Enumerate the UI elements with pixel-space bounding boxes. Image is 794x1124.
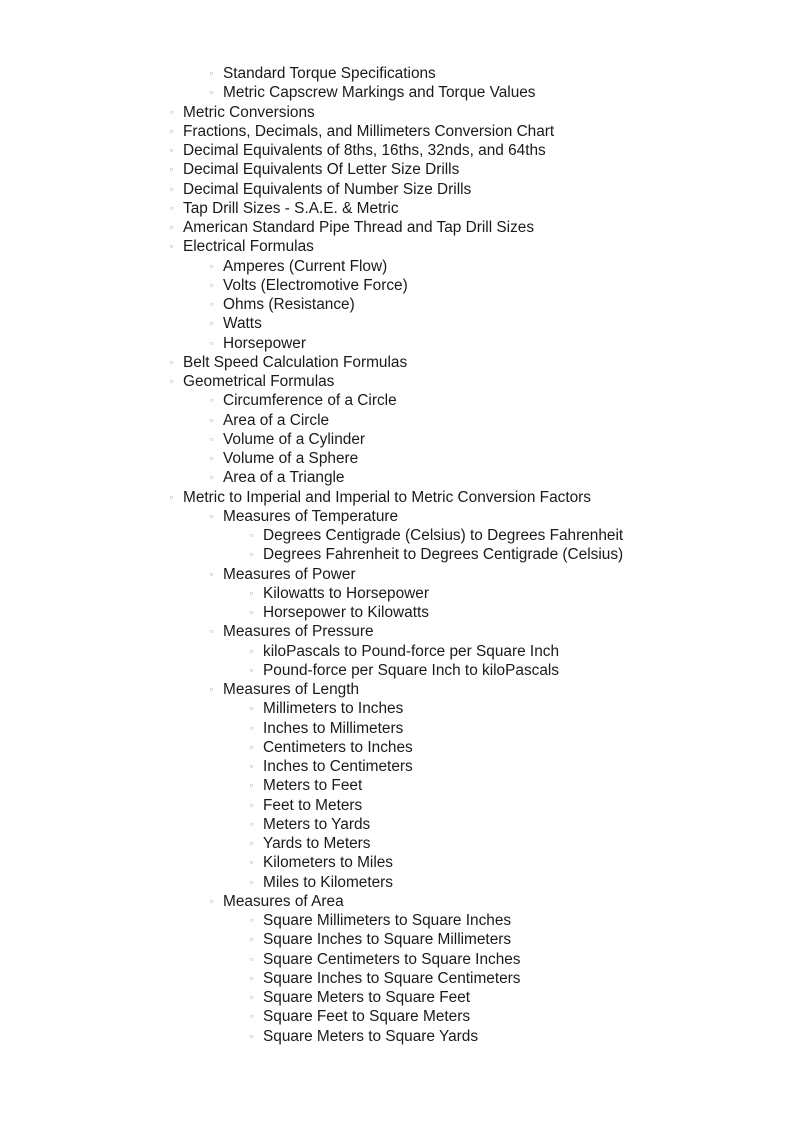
toc-entry-label[interactable]: Square Meters to Square Yards — [263, 1027, 479, 1045]
bullet-icon: ▫ — [210, 472, 214, 483]
toc-entry[interactable] — [0, 488, 794, 507]
toc-entry-label[interactable]: Measures of Temperature — [223, 507, 399, 525]
toc-entry[interactable] — [0, 950, 794, 969]
toc-entry-label[interactable]: Metric Conversions — [183, 103, 315, 121]
bullet-icon: ▫ — [250, 741, 254, 752]
bullet-icon: ▫ — [210, 568, 214, 579]
toc-entry-label[interactable]: Volume of a Cylinder — [223, 430, 366, 448]
bullet-icon: ▫ — [210, 895, 214, 906]
toc-entry-label[interactable]: Degrees Centigrade (Celsius) to Degrees Fahrenheit — [263, 527, 624, 544]
toc-entry-label[interactable]: Measures of Area — [223, 892, 344, 910]
toc-entry-label[interactable]: Standard Torque Specifications — [223, 65, 436, 82]
bullet-icon: ▫ — [170, 356, 174, 367]
toc-entry[interactable] — [0, 449, 794, 468]
toc-entry[interactable] — [0, 776, 794, 795]
toc-entry-label[interactable]: Inches to Millimeters — [263, 719, 404, 737]
bullet-icon: ▫ — [210, 337, 214, 348]
toc-entry-label[interactable]: Square Feet to Square Meters — [263, 1008, 471, 1026]
toc-entry-label[interactable]: Meters to Feet — [263, 777, 363, 795]
toc-entry[interactable] — [0, 103, 794, 122]
bullet-icon: ▫ — [250, 799, 254, 810]
toc-entry[interactable] — [0, 526, 794, 545]
toc-entry[interactable] — [0, 122, 794, 141]
bullet-icon: ▫ — [170, 222, 174, 232]
bullet-icon: ▫ — [250, 818, 254, 829]
toc-entry-label[interactable]: Decimal Equivalents of Number Size Drills — [183, 180, 472, 198]
bullet-icon: ▫ — [250, 761, 254, 771]
toc-entry[interactable] — [0, 334, 794, 353]
toc-entry-label[interactable]: Square Meters to Square Feet — [263, 989, 471, 1006]
bullet-icon: ▫ — [170, 183, 174, 194]
bullet-icon: ▫ — [250, 780, 254, 791]
bullet-icon: ▫ — [250, 992, 254, 1002]
toc-entry-label[interactable]: Kilowatts to Horsepower — [263, 584, 429, 602]
bullet-icon: ▫ — [210, 395, 214, 406]
toc-entry[interactable] — [0, 815, 794, 834]
bullet-icon: ▫ — [250, 953, 254, 964]
toc-entry-label[interactable]: Kilometers to Miles — [263, 854, 394, 872]
toc-entry[interactable] — [0, 584, 794, 603]
toc-entry[interactable] — [0, 988, 794, 1007]
toc-entry-label[interactable]: Fractions, Decimals, and Millimeters Conversion Chart — [183, 122, 555, 140]
toc-entry-label[interactable]: Watts — [223, 315, 262, 333]
bullet-icon: ▫ — [210, 433, 214, 444]
toc-entry[interactable] — [0, 314, 794, 333]
bullet-icon: ▫ — [250, 1011, 254, 1022]
table-of-contents — [0, 64, 794, 1046]
toc-entry-label[interactable]: Geometrical Formulas — [183, 373, 335, 390]
toc-entry[interactable] — [0, 565, 794, 584]
toc-entry-label[interactable]: Decimal Equivalents Of Letter Size Drills — [183, 161, 460, 179]
toc-entry[interactable] — [0, 257, 794, 276]
toc-entry-label[interactable]: Circumference of a Circle — [223, 392, 397, 410]
toc-entry[interactable] — [0, 141, 794, 160]
bullet-icon: ▫ — [250, 703, 254, 714]
toc-entry[interactable] — [0, 1007, 794, 1026]
toc-entry[interactable] — [0, 83, 794, 102]
bullet-icon: ▫ — [170, 125, 174, 136]
toc-entry[interactable] — [0, 699, 794, 718]
toc-entry[interactable] — [0, 892, 794, 911]
toc-entry[interactable] — [0, 603, 794, 622]
bullet-icon: ▫ — [250, 645, 254, 656]
toc-entry-label[interactable]: American Standard Pipe Thread and Tap Drill Sizes — [183, 219, 535, 236]
toc-entry-label[interactable]: Horsepower — [223, 334, 306, 352]
toc-entry-label[interactable]: Measures of Length — [223, 681, 360, 698]
toc-entry-label[interactable]: Area of a Circle — [223, 411, 330, 429]
bullet-icon: ▫ — [170, 164, 174, 175]
bullet-icon: ▫ — [250, 1030, 254, 1041]
bullet-icon: ▫ — [210, 279, 214, 290]
toc-entry[interactable] — [0, 757, 794, 776]
bullet-icon: ▫ — [170, 202, 174, 213]
toc-entry[interactable] — [0, 180, 794, 199]
bullet-icon: ▫ — [250, 857, 254, 868]
toc-entry-label[interactable]: Inches to Centimeters — [263, 758, 413, 775]
bullet-icon: ▫ — [210, 299, 214, 309]
bullet-icon: ▫ — [210, 260, 214, 271]
toc-entry[interactable] — [0, 545, 794, 564]
toc-entry-label[interactable]: Decimal Equivalents of 8ths, 16ths, 32nds, and 64ths — [183, 142, 546, 159]
toc-entry[interactable] — [0, 237, 794, 256]
bullet-icon: ▫ — [170, 106, 174, 117]
toc-entry-label[interactable]: Miles to Kilometers — [263, 873, 394, 891]
toc-entry-label[interactable]: Square Millimeters to Square Inches — [263, 912, 512, 929]
bullet-icon: ▫ — [250, 607, 254, 617]
bullet-icon: ▫ — [250, 664, 254, 675]
toc-entry[interactable] — [0, 930, 794, 949]
toc-entry-label[interactable]: Feet to Meters — [263, 796, 363, 814]
bullet-icon: ▫ — [210, 414, 214, 425]
bullet-icon: ▫ — [210, 684, 214, 694]
toc-entry-label[interactable]: Square Inches to Square Centimeters — [263, 969, 521, 987]
bullet-icon: ▫ — [210, 626, 214, 637]
toc-entry[interactable] — [0, 507, 794, 526]
toc-entry[interactable] — [0, 295, 794, 314]
bullet-icon: ▫ — [250, 587, 254, 598]
toc-entry-label[interactable]: Tap Drill Sizes - S.A.E. & Metric — [183, 199, 399, 217]
toc-entry[interactable] — [0, 160, 794, 179]
toc-entry-label[interactable]: Degrees Fahrenheit to Degrees Centigrade (Celsius) — [263, 546, 624, 564]
toc-entry[interactable] — [0, 622, 794, 641]
toc-entry-label[interactable]: Pound-force per Square Inch to kiloPascals — [263, 661, 560, 679]
toc-entry[interactable] — [0, 64, 794, 83]
toc-entry[interactable] — [0, 853, 794, 872]
toc-entry[interactable] — [0, 468, 794, 487]
toc-entry-label[interactable]: Horsepower to Kilowatts — [263, 604, 429, 621]
bullet-icon: ▫ — [170, 145, 174, 155]
bullet-icon: ▫ — [250, 530, 254, 540]
toc-entry-label[interactable]: Square Centimeters to Square Inches — [263, 950, 521, 968]
toc-entry-label[interactable]: Volume of a Sphere — [223, 450, 359, 467]
bullet-icon: ▫ — [250, 838, 254, 848]
toc-entry[interactable] — [0, 834, 794, 853]
toc-entry[interactable] — [0, 372, 794, 391]
toc-entry-label[interactable]: Metric Capscrew Markings and Torque Values — [223, 84, 536, 102]
bullet-icon: ▫ — [210, 87, 214, 98]
bullet-icon: ▫ — [170, 241, 174, 252]
toc-entry[interactable] — [0, 719, 794, 738]
toc-entry-label[interactable]: Centimeters to Inches — [263, 738, 413, 756]
toc-entry-label[interactable]: Electrical Formulas — [183, 238, 314, 256]
toc-entry-label[interactable]: Volts (Electromotive Force) — [223, 276, 408, 294]
toc-entry-label[interactable]: Ohms (Resistance) — [223, 296, 355, 313]
toc-entry[interactable] — [0, 911, 794, 930]
bullet-icon: ▫ — [250, 934, 254, 945]
toc-entry-label[interactable]: kiloPascals to Pound-force per Square Inch — [263, 642, 560, 660]
bullet-icon: ▫ — [210, 510, 214, 521]
toc-entry[interactable] — [0, 738, 794, 757]
toc-entry[interactable] — [0, 199, 794, 218]
bullet-icon: ▫ — [250, 972, 254, 983]
bullet-icon: ▫ — [170, 376, 174, 386]
toc-entry-label[interactable]: Millimeters to Inches — [263, 700, 404, 718]
toc-entry[interactable] — [0, 353, 794, 372]
bullet-icon: ▫ — [250, 876, 254, 887]
toc-entry-label[interactable]: Metric to Imperial and Imperial to Metric Conversion Factors — [183, 488, 591, 506]
toc-entry[interactable] — [0, 218, 794, 237]
bullet-icon: ▫ — [210, 68, 214, 78]
toc-entry-label[interactable]: Amperes (Current Flow) — [223, 257, 388, 275]
toc-entry[interactable] — [0, 796, 794, 815]
toc-entry[interactable] — [0, 430, 794, 449]
toc-entry[interactable] — [0, 969, 794, 988]
toc-entry-label[interactable]: Yards to Meters — [263, 835, 371, 852]
bullet-icon: ▫ — [210, 453, 214, 463]
toc-entry-label[interactable]: Measures of Power — [223, 565, 356, 583]
bullet-icon: ▫ — [170, 491, 174, 502]
bullet-icon: ▫ — [250, 549, 254, 560]
toc-entry[interactable] — [0, 680, 794, 699]
toc-entry[interactable] — [0, 661, 794, 680]
toc-entry-label[interactable]: Belt Speed Calculation Formulas — [183, 353, 408, 371]
toc-entry[interactable] — [0, 1027, 794, 1046]
toc-entry-label[interactable]: Square Inches to Square Millimeters — [263, 931, 512, 949]
toc-entry-label[interactable]: Area of a Triangle — [223, 469, 345, 487]
bullet-icon: ▫ — [250, 722, 254, 733]
toc-entry[interactable] — [0, 642, 794, 661]
toc-entry-label[interactable]: Measures of Pressure — [223, 623, 374, 641]
bullet-icon: ▫ — [250, 915, 254, 925]
bullet-icon: ▫ — [210, 318, 214, 329]
toc-entry-label[interactable]: Meters to Yards — [263, 815, 371, 833]
toc-entry[interactable] — [0, 276, 794, 295]
toc-entry[interactable] — [0, 411, 794, 430]
toc-entry[interactable] — [0, 391, 794, 410]
toc-entry[interactable] — [0, 873, 794, 892]
